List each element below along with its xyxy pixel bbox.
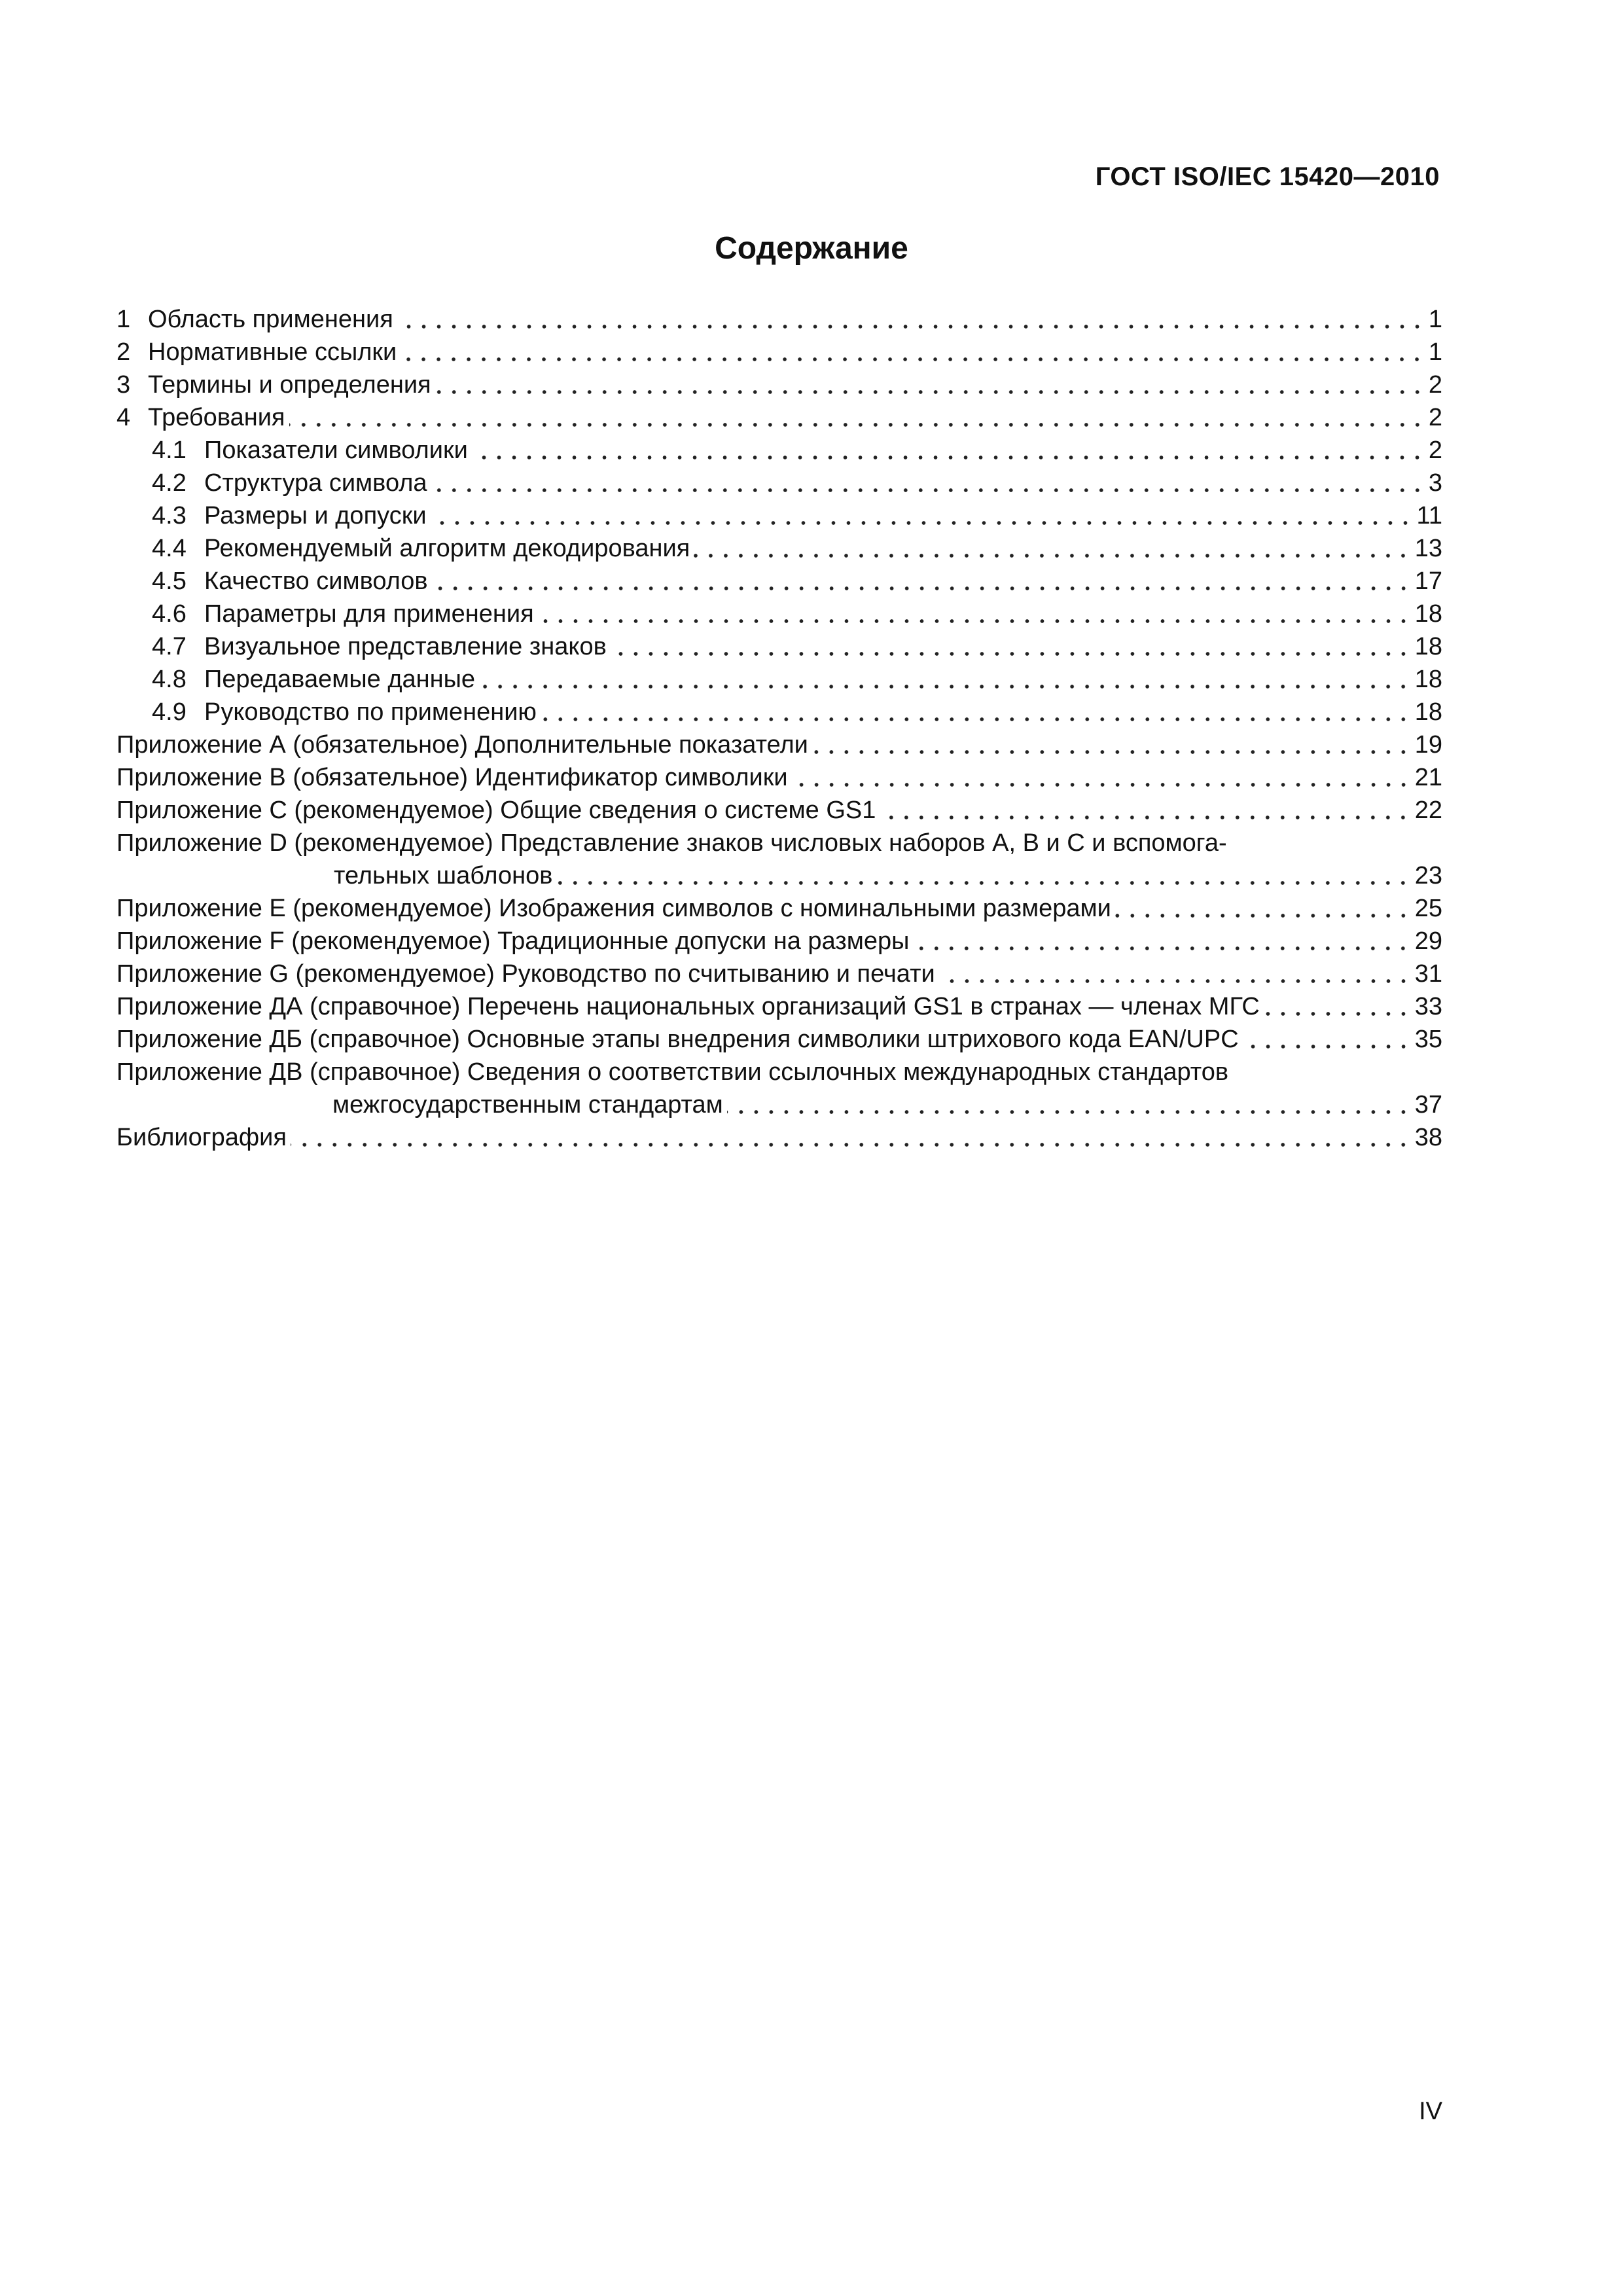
toc-entry-number: 4.2: [152, 469, 187, 497]
leader-dots: [291, 1121, 1411, 1154]
toc-entry-number: 4.7: [152, 633, 187, 660]
table-of-contents: [116, 303, 1442, 1154]
toc-appendix-entry[interactable]: [116, 728, 1442, 761]
leader-dots: [431, 467, 1425, 499]
toc-entry-page: 11: [1416, 502, 1442, 529]
leader-dots: [556, 859, 1410, 892]
toc-entry[interactable]: [116, 336, 1442, 368]
leader-dots: [472, 434, 1425, 467]
toc-appendix-entry-continuation[interactable]: [116, 1088, 1442, 1121]
toc-entry-title: Требования: [148, 404, 285, 431]
toc-subentry[interactable]: [116, 434, 1442, 467]
toc-appendix-entry[interactable]: [116, 827, 1442, 859]
toc-subentry[interactable]: [116, 696, 1442, 728]
toc-entry-number: 4.6: [152, 600, 187, 628]
toc-entry-title: Передаваемые данные: [204, 666, 476, 693]
toc-entry-page: 18: [1414, 633, 1442, 660]
toc-entry-page: 19: [1414, 731, 1442, 759]
toc-entry-page: 37: [1414, 1091, 1442, 1119]
toc-entry-title: Приложение В (обязательное) Идентификатор символики: [116, 764, 788, 791]
toc-appendix-entry[interactable]: [116, 794, 1442, 827]
toc-subentry[interactable]: [116, 467, 1442, 499]
toc-entry-page: 1: [1428, 306, 1442, 333]
toc-entry-title: Размеры и допуски: [204, 502, 427, 529]
leader-dots: [812, 728, 1411, 761]
toc-entry[interactable]: [116, 368, 1442, 401]
toc-appendix-entry[interactable]: [116, 925, 1442, 958]
toc-entry-title: Приложение ДВ (справочное) Сведения о соответствии ссылочных международных стандартов: [116, 1058, 1229, 1086]
toc-entry-page: 38: [1414, 1124, 1442, 1151]
page-number: IV: [1419, 2098, 1442, 2125]
leader-dots: [435, 368, 1425, 401]
toc-appendix-entry[interactable]: [116, 1056, 1442, 1088]
leader-dots: [792, 761, 1411, 794]
toc-entry-page: 2: [1428, 371, 1442, 399]
toc-entry-title: Приложение D (рекомендуемое) Представление знаков числовых наборов А, В и С и вспомога-: [116, 829, 1227, 857]
leader-dots: [1115, 892, 1411, 925]
toc-appendix-entry[interactable]: [116, 892, 1442, 925]
toc-entry-number: 1: [116, 306, 131, 333]
toc-appendix-entry[interactable]: [116, 958, 1442, 990]
toc-entry-page: 35: [1414, 1026, 1442, 1053]
toc-subentry[interactable]: [116, 499, 1442, 532]
toc-entry-title: Приложение G (рекомендуемое) Руководство по считыванию и печати: [116, 960, 935, 988]
leader-dots: [538, 598, 1411, 630]
toc-appendix-entry[interactable]: [116, 761, 1442, 794]
toc-appendix-entry[interactable]: [116, 1023, 1442, 1056]
toc-entry-title: Рекомендуемый алгоритм декодирования: [204, 535, 690, 562]
toc-entry-page: 18: [1414, 600, 1442, 628]
toc-entry-page: 25: [1414, 895, 1442, 922]
toc-entry-page: 23: [1414, 862, 1442, 889]
toc-entry-page: 29: [1414, 927, 1442, 955]
toc-entry-title: Руководство по применению: [204, 698, 537, 726]
toc-entry-page: 13: [1414, 535, 1442, 562]
toc-subentry[interactable]: [116, 532, 1442, 565]
toc-entry-title: Приложение ДА (справочное) Перечень национальных организаций GS1 в странах — членах МГС: [116, 993, 1260, 1020]
toc-entry-page: 2: [1428, 404, 1442, 431]
toc-entry-title: Приложение ДБ (справочное) Основные этапы внедрения символики штрихового кода EAN/UPC: [116, 1026, 1239, 1053]
leader-dots: [289, 401, 1425, 434]
toc-entry-title: Показатели символики: [204, 437, 468, 464]
leader-dots: [431, 499, 1413, 532]
toc-entry-page: 31: [1414, 960, 1442, 988]
leader-dots: [401, 336, 1425, 368]
toc-entry-title: Качество символов: [204, 567, 428, 595]
toc-entry-number: 4.3: [152, 502, 187, 529]
toc-entry[interactable]: [116, 401, 1442, 434]
toc-appendix-entry[interactable]: [116, 990, 1442, 1023]
toc-entry-title: Область применения: [148, 306, 393, 333]
document-code: ГОСТ ISO/IEC 15420—2010: [1095, 162, 1440, 191]
toc-entry-page: 18: [1414, 698, 1442, 726]
leader-dots: [694, 532, 1410, 565]
toc-entry-title: Термины и определения: [148, 371, 431, 399]
leader-dots: [1264, 990, 1411, 1023]
toc-entry-page: 2: [1428, 437, 1442, 464]
toc-entry-title-continuation: тельных шаблонов: [334, 862, 553, 889]
toc-subentry[interactable]: [116, 565, 1442, 598]
leader-dots: [432, 565, 1411, 598]
toc-entry[interactable]: [116, 303, 1442, 336]
toc-subentry[interactable]: [116, 663, 1442, 696]
toc-entry-title: Параметры для применения: [204, 600, 534, 628]
toc-appendix-entry-continuation[interactable]: [116, 859, 1442, 892]
toc-entry-page: 21: [1414, 764, 1442, 791]
leader-dots: [1243, 1023, 1411, 1056]
toc-entry-title: Приложение Е (рекомендуемое) Изображения символов с номинальными размерами: [116, 895, 1111, 922]
toc-entry-number: 4: [116, 404, 131, 431]
toc-entry-title: Структура символа: [204, 469, 427, 497]
toc-entry-number: 3: [116, 371, 131, 399]
leader-dots: [939, 958, 1411, 990]
leader-dots: [913, 925, 1410, 958]
toc-subentry[interactable]: [116, 630, 1442, 663]
toc-entry-title-continuation: межгосударственным стандартам: [332, 1091, 723, 1119]
toc-subentry[interactable]: [116, 598, 1442, 630]
leader-dots: [611, 630, 1411, 663]
toc-entry-page: 33: [1414, 993, 1442, 1020]
toc-entry-number: 2: [116, 338, 131, 366]
toc-entry-number: 4.9: [152, 698, 187, 726]
toc-entry-title: Приложение А (обязательное) Дополнительные показатели: [116, 731, 808, 759]
toc-bibliography-entry[interactable]: [116, 1121, 1442, 1154]
toc-entry-number: 4.5: [152, 567, 187, 595]
leader-dots: [880, 794, 1410, 827]
toc-entry-title: Библиография: [116, 1124, 287, 1151]
toc-entry-page: 22: [1414, 797, 1442, 824]
toc-entry-page: 1: [1428, 338, 1442, 366]
toc-entry-title: Нормативные ссылки: [148, 338, 397, 366]
toc-entry-title: Приложение С (рекомендуемое) Общие сведения о системе GS1: [116, 797, 876, 824]
toc-entry-page: 17: [1414, 567, 1442, 595]
toc-entry-title: Визуальное представление знаков: [204, 633, 607, 660]
leader-dots: [541, 696, 1411, 728]
leader-dots: [479, 663, 1411, 696]
toc-entry-page: 3: [1428, 469, 1442, 497]
toc-entry-number: 4.1: [152, 437, 187, 464]
toc-entry-number: 4.8: [152, 666, 187, 693]
toc-entry-page: 18: [1414, 666, 1442, 693]
toc-entry-title: Приложение F (рекомендуемое) Традиционные допуски на размеры: [116, 927, 910, 955]
toc-title: Содержание: [715, 231, 908, 266]
leader-dots: [727, 1088, 1411, 1121]
leader-dots: [397, 303, 1425, 336]
toc-entry-number: 4.4: [152, 535, 187, 562]
